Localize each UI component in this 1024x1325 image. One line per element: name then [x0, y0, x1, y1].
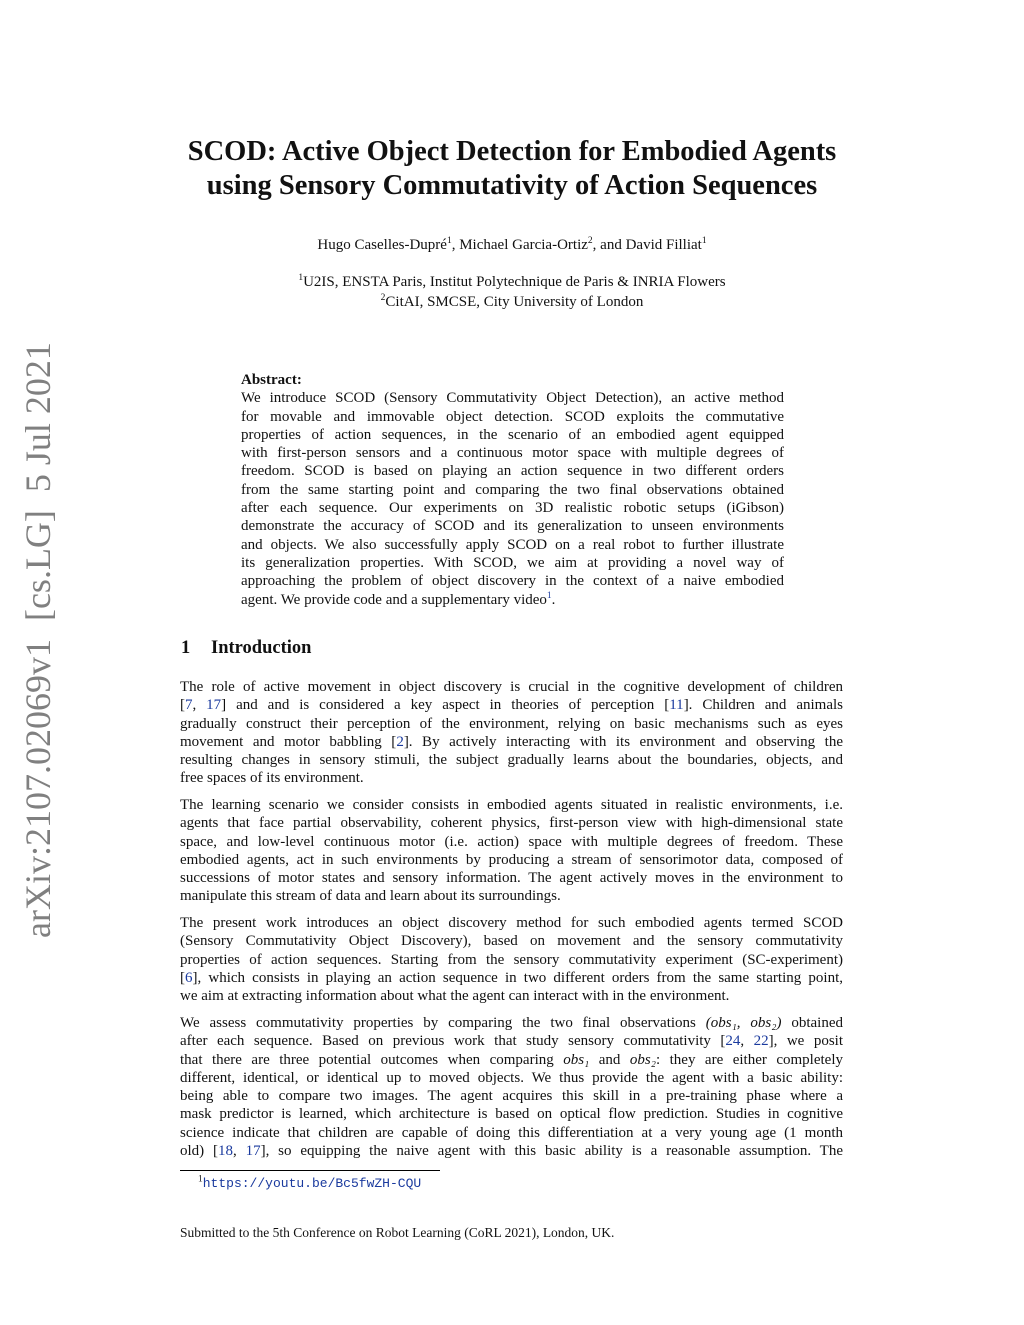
text-run: ]. Children and animals — [683, 697, 843, 714]
paper-title — [150, 135, 874, 203]
affiliation-text: U2IS, ENSTA Paris, Institut Polytechnique de Paris & INRIA Flowers — [303, 274, 726, 290]
paragraph-line: mask predictor is learned, which architecture is based on optical flow prediction. Studies in cognitive — [180, 1106, 843, 1123]
paragraph-line: space, and low-level continuous motor (i.e. action) space with multiple degrees of freedom. These — [180, 833, 843, 850]
text-run: obtained — [781, 1015, 843, 1031]
paragraph-line — [180, 1014, 843, 1032]
citation-link[interactable]: 17 — [206, 697, 222, 714]
text-run: and — [589, 1051, 630, 1068]
abstract-line: its generalization properties. With SCOD, we aim at providing a novel way of — [241, 554, 784, 571]
affiliation-list — [150, 272, 874, 312]
intro-paragraph-2 — [180, 796, 843, 906]
section-title: Introduction — [211, 638, 312, 658]
abstract-line: demonstrate the accuracy of SCOD and its generalization to unseen environments — [241, 518, 784, 535]
citation-link[interactable]: 7 — [185, 697, 193, 714]
author-affil-mark: 1 — [701, 236, 707, 246]
abstract-line: with first-person sensors and a continuous motor space with multiple degrees of — [241, 445, 784, 462]
paragraph-line — [180, 1142, 843, 1160]
affiliation-text: CitAI, SMCSE, City University of London — [385, 294, 644, 310]
paragraph-line — [180, 696, 843, 714]
intro-paragraph-1 — [180, 678, 843, 788]
paragraph-line: The learning scenario we consider consists in embodied agents situated in realistic environments, i.e. — [180, 797, 843, 813]
citation-link[interactable]: 11 — [669, 697, 684, 714]
paragraph-line: being able to compare two images. The agent acquires this skill in a pre-training phase where a — [180, 1088, 843, 1105]
math-expression: obs₁ — [563, 1051, 590, 1068]
author-name: Michael Garcia-Ortiz — [459, 237, 588, 253]
separator: , — [233, 1143, 246, 1160]
paragraph-line — [180, 733, 843, 751]
bracket: [ — [180, 697, 185, 714]
section-number: 1 — [181, 638, 191, 658]
paragraph-line — [180, 969, 843, 987]
author-affil-mark: 2 — [587, 236, 593, 246]
text-run: ]. By actively interacting with its environment and observing the — [403, 733, 843, 750]
author-name: Hugo Caselles-Dupré — [317, 237, 447, 253]
text-run: old) [ — [180, 1143, 218, 1160]
title-line: using Sensory Commutativity of Action Sequences — [206, 170, 818, 201]
paragraph-line — [180, 1051, 843, 1069]
citation-link[interactable]: 18 — [218, 1143, 233, 1160]
paragraph-line: science indicate that children are capable of doing this differentiation at a very young age (1 month — [180, 1124, 843, 1141]
text-run: that there are three potential outcomes when comparing — [180, 1051, 564, 1068]
arxiv-stamp: arXiv:2107.02069v1 [cs.LG] 5 Jul 2021 — [18, 342, 58, 938]
paragraph-line: successions of motor states and sensory information. The agent actively moves in the environment to — [180, 870, 843, 887]
footnote-marker-link[interactable]: 1 — [546, 590, 552, 601]
citation-link[interactable]: 17 — [245, 1143, 261, 1160]
paragraph-line — [180, 1032, 843, 1050]
abstract — [241, 371, 784, 609]
paragraph-line: we aim at extracting information about what the agent can interact with in the environment. — [180, 988, 730, 1005]
paragraph-line: resulting changes in sensory stimuli, the subject gradually learns about the boundaries, objects, and — [180, 752, 843, 769]
affiliation — [150, 272, 874, 292]
citation-link[interactable]: 24 — [725, 1033, 741, 1050]
text-run: movement and motor babbling [ — [180, 733, 397, 750]
abstract-heading: Abstract: — [241, 372, 302, 388]
abstract-line — [241, 591, 784, 609]
title-line: SCOD: Active Object Detection for Embodied Agents — [187, 136, 837, 167]
footnote-divider — [180, 1170, 440, 1171]
abstract-line: freedom. SCOD is based on playing an action sequence in two different orders — [241, 463, 784, 480]
author-separator: , and — [592, 237, 626, 253]
section-heading — [181, 637, 311, 659]
footnote-url-link[interactable]: https://youtu.be/Bc5fwZH-CQU — [202, 1176, 422, 1191]
citation-link[interactable]: 22 — [753, 1033, 769, 1050]
affiliation — [150, 292, 874, 312]
paragraph-line: The present work introduces an object discovery method for such embodied agents termed SCOD — [180, 915, 843, 931]
affiliation-number: 1 — [298, 273, 304, 283]
paragraph-line: agents that face partial observability, coherent physics, first-person view with high-dimensional state — [180, 815, 843, 832]
paragraph-line: (Sensory Commutativity Object Discovery), based on movement and the sensory commutativity — [180, 933, 843, 950]
text-run: ] and and is considered a key aspect in theories of perception [ — [221, 697, 670, 714]
paragraph-line: different, identical, or identical up to moved objects. We thus provide the agent with a basic ability: — [180, 1069, 843, 1086]
affiliation-number: 2 — [380, 293, 386, 303]
separator: , — [740, 1033, 754, 1050]
text-run: : they are either completely — [655, 1051, 843, 1068]
citation-link[interactable]: 6 — [185, 969, 193, 986]
abstract-line: and objects. We also successfully apply SCOD on a real robot to further illustrate — [241, 536, 784, 553]
venue-note: Submitted to the 5th Conference on Robot Learning (CoRL 2021), London, UK. — [180, 1225, 615, 1240]
paragraph-line: gradually construct their perception of the environment, relying on basic mechanisms such as eyes — [180, 715, 843, 732]
abstract-last-text: agent. We provide code and a supplementary video — [241, 591, 547, 608]
math-expression: obs₂ — [629, 1051, 656, 1068]
text-run: ], so equipping the naive agent with this basic ability is a reasonable assumption. The — [260, 1143, 843, 1160]
abstract-line: We introduce SCOD (Sensory Commutativity Object Detection), an active method — [241, 390, 784, 407]
paragraph-line: manipulate this stream of data and learn about its surroundings. — [180, 888, 561, 905]
abstract-line: for movable and immovable object detection. SCOD exploits the commutative — [241, 408, 784, 425]
abstract-line: from the same starting point and comparing the two final observations obtained — [241, 481, 784, 498]
paragraph-line: free spaces of its environment. — [180, 770, 364, 787]
footnote — [198, 1175, 421, 1193]
citation-link[interactable]: 2 — [396, 733, 404, 750]
bracket: [ — [180, 969, 185, 986]
paragraph-line: embodied agents, act in such environments by producing a stream of sensorimotor data, composed of — [180, 851, 843, 868]
paragraph-line: properties of action sequences. Starting from the sensory commutativity experiment (SC-experiment) — [180, 951, 843, 968]
text-run: We assess commutativity properties by comparing the two final observations — [180, 1015, 706, 1031]
abstract-body — [241, 389, 784, 609]
abstract-period: . — [551, 591, 556, 608]
math-expression: (obs₁, obs₂) — [705, 1015, 782, 1031]
intro-paragraph-4 — [180, 1014, 843, 1160]
text-run: after each sequence. Based on previous work that study sensory commutativity [ — [180, 1033, 726, 1050]
intro-paragraph-3 — [180, 914, 843, 1005]
author-affil-mark: 1 — [446, 236, 452, 246]
abstract-line: after each sequence. Our experiments on 3D realistic robotic setups (iGibson) — [241, 500, 784, 517]
text-run: ], which consists in playing an action sequence in two different orders from the same starting point, — [192, 969, 843, 986]
abstract-line: approaching the problem of object discovery in the context of a naive embodied — [241, 573, 784, 590]
abstract-line: properties of action sequences, in the scenario of an embodied agent equipped — [241, 426, 784, 443]
footnote-number: 1 — [198, 1174, 203, 1185]
text-run: ], we posit — [768, 1033, 843, 1050]
author-name: David Filliat — [625, 237, 702, 253]
author-list — [150, 235, 874, 255]
separator: , — [192, 697, 207, 714]
paragraph-line: The role of active movement in object discovery is crucial in the cognitive development of children — [180, 679, 843, 695]
author-separator: , — [451, 237, 460, 253]
